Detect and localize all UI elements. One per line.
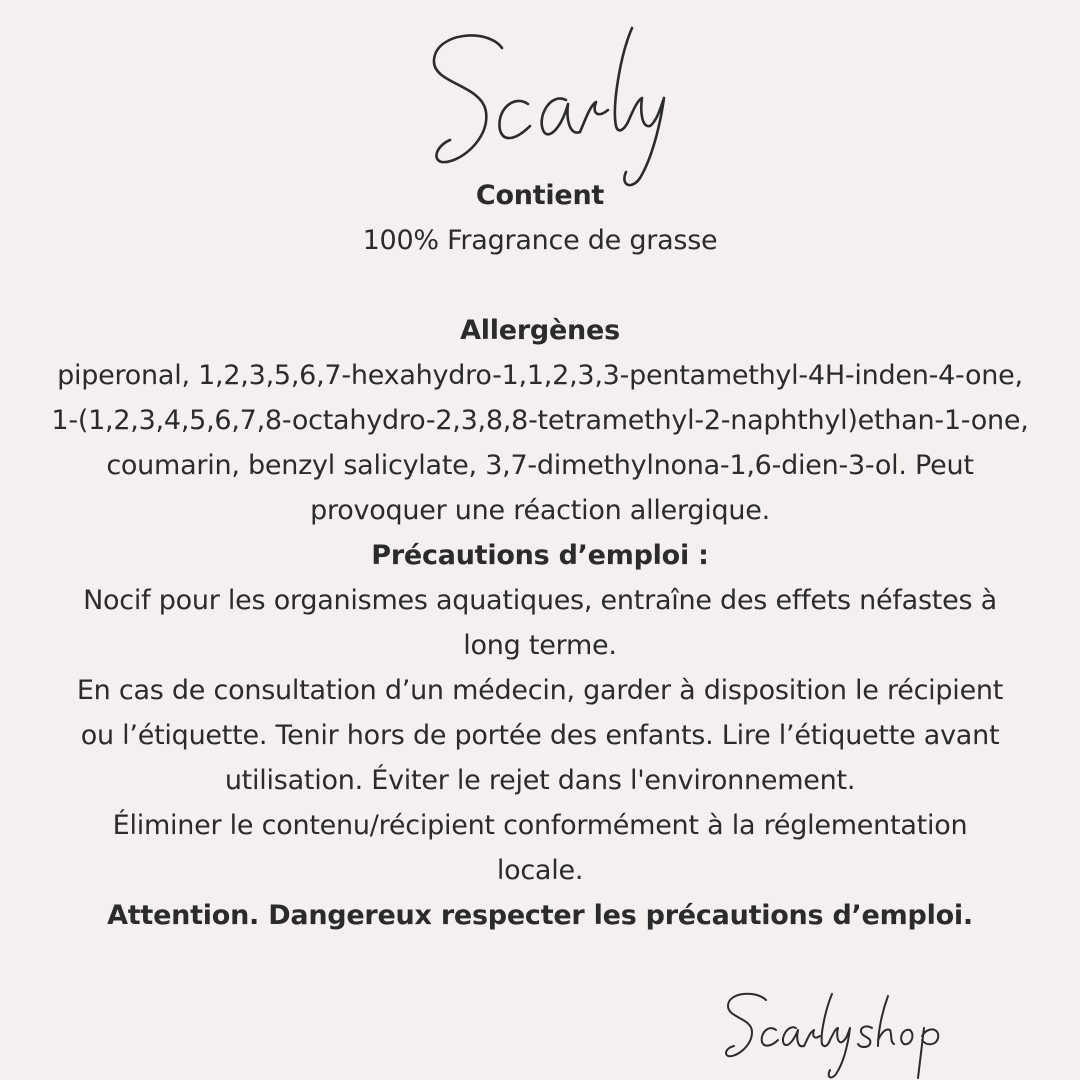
label-content: [20, 173, 1060, 938]
precautions-heading: Précautions d’emploi :: [371, 540, 709, 571]
precautions-line: En cas de consultation d’un médecin, garder à disposition le récipient: [76, 675, 1004, 706]
allergenes-line: piperonal, 1,2,3,5,6,7-hexahydro-1,1,2,3,3-pentamethyl-4H-inden-4-one,: [57, 360, 1023, 391]
section-spacer: [20, 263, 1060, 308]
allergenes-heading: Allergènes: [460, 315, 620, 346]
allergenes-line: 1-(1,2,3,4,5,6,7,8-octahydro-2,3,8,8-tetramethyl-2-naphthyl)ethan-1-one,: [51, 405, 1029, 436]
warning-text: Attention. Dangereux respecter les précautions d’emploi.: [107, 900, 973, 931]
precautions-line: utilisation. Éviter le rejet dans l'environnement.: [224, 765, 856, 796]
contient-text: 100% Fragrance de grasse: [362, 225, 718, 256]
precautions-line: Nocif pour les organismes aquatiques, entraîne des effets néfastes à: [83, 585, 997, 616]
precautions-line: ou l’étiquette. Tenir hors de portée des enfants. Lire l’étiquette avant: [80, 720, 1000, 751]
precautions-line: Éliminer le contenu/récipient conformément à la réglementation: [112, 810, 968, 841]
contient-heading: Contient: [475, 180, 605, 211]
scarly-logo: [420, 22, 670, 192]
scarly-shop-signature: [722, 988, 942, 1080]
precautions-line: long terme.: [463, 630, 617, 661]
allergenes-line: provoquer une réaction allergique.: [310, 495, 770, 526]
allergenes-line: coumarin, benzyl salicylate, 3,7-dimethylnona-1,6-dien-3-ol. Peut: [106, 450, 974, 481]
precautions-line: locale.: [496, 855, 584, 886]
